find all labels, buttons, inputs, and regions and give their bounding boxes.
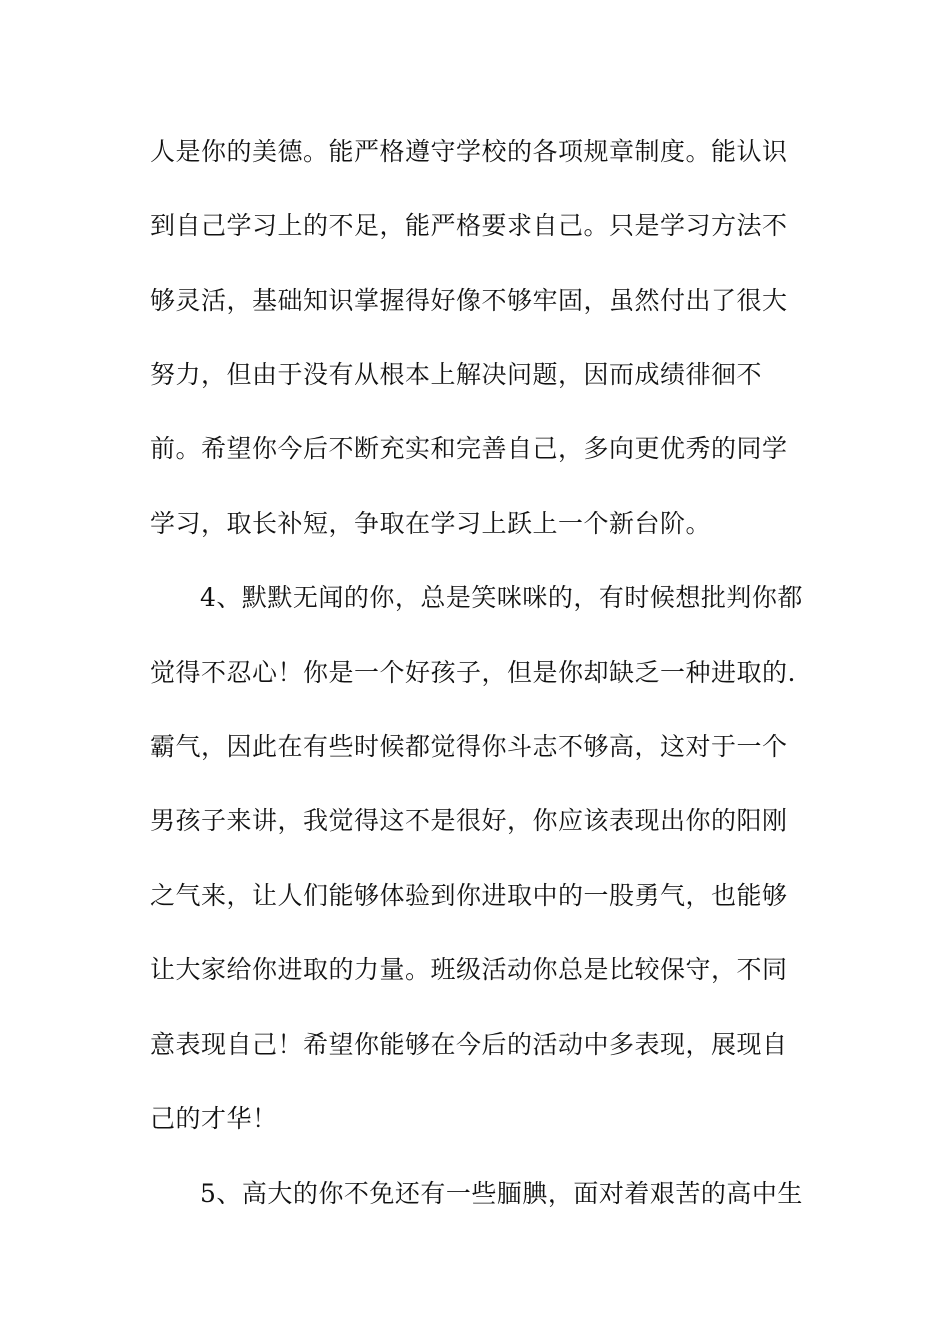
paragraph-start-line: 4、默默无闻的你，总是笑咪咪的，有时候想批判你都 — [200, 583, 803, 612]
text-line: 努力，但由于没有从根本上解决问题，因而成绩徘徊不 — [150, 360, 763, 389]
text-line: 男孩子来讲，我觉得这不是很好，你应该表现出你的阳刚 — [150, 806, 788, 835]
text-line: 之气来，让人们能够体验到你进取中的一股勇气，也能够 — [150, 881, 788, 910]
paragraph-start-line: 5、高大的你不免还有一些腼腆，面对着艰苦的高中生 — [200, 1179, 803, 1208]
text-line: 到自己学习上的不足，能严格要求自己。只是学习方法不 — [150, 211, 788, 240]
text-line: 己的才华！ — [150, 1104, 278, 1133]
text-line: 觉得不忍心！你是一个好孩子，但是你却缺乏一种进取的. — [150, 658, 796, 687]
text-line: 霸气，因此在有些时候都觉得你斗志不够高，这对于一个 — [150, 732, 788, 761]
text-line: 意表现自己！希望你能够在今后的活动中多表现，展现自 — [150, 1030, 788, 1059]
text-line: 学习，取长补短，争取在学习上跃上一个新台阶。 — [150, 509, 712, 538]
text-line: 够灵活，基础知识掌握得好像不够牢固，虽然付出了很大 — [150, 286, 788, 315]
text-line: 人是你的美德。能严格遵守学校的各项规章制度。能认识 — [150, 137, 788, 166]
text-line: 让大家给你进取的力量。班级活动你总是比较保守，不同 — [150, 955, 788, 984]
text-line: 前。希望你今后不断充实和完善自己，多向更优秀的同学 — [150, 434, 788, 463]
